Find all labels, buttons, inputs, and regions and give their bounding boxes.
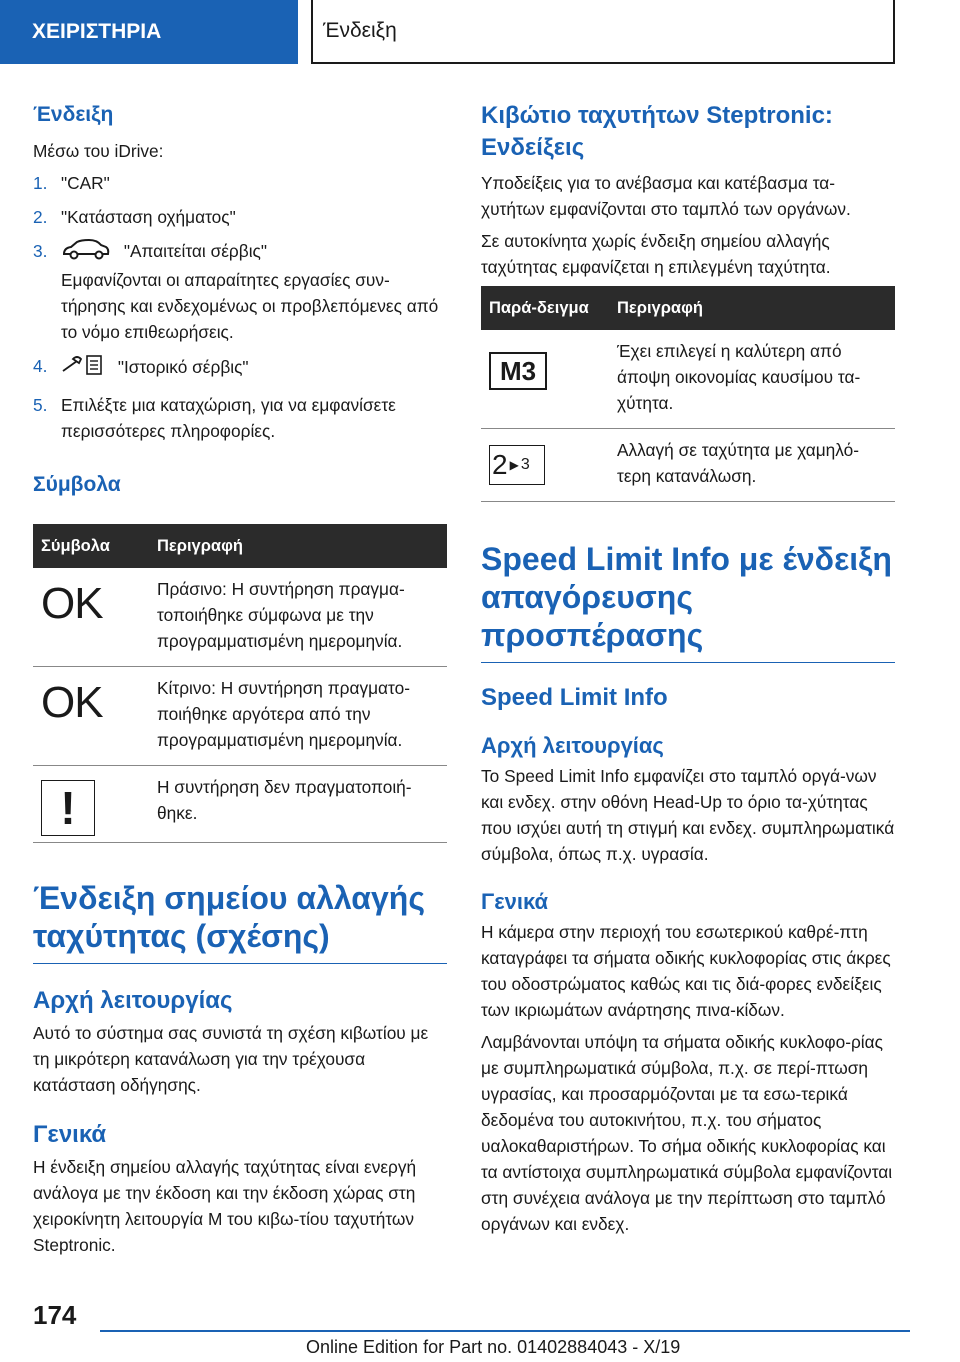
step-text: "Ιστορικό σέρβις" [117, 357, 249, 378]
table-header-symbol: Σύμβολα [33, 524, 149, 568]
step-text: "Κατάσταση οχήματος" [61, 207, 236, 227]
row-description: Πράσινο: Η συντήρηση πραγμα-τοποιήθηκε σύμφωνα με την προγραμματισμένη ημερομηνία. [149, 568, 447, 667]
step-number: 1. [33, 173, 48, 193]
table-header-description: Περιγραφή [609, 286, 895, 330]
step-item [33, 392, 447, 444]
step-text: "Απαιτείται σέρβις" [123, 241, 268, 262]
gear-to: 3 [520, 456, 530, 473]
edition-note: Online Edition for Part no. 01402884043 - X/19 [306, 1337, 681, 1357]
table-row [33, 568, 447, 667]
page-number: 174 [33, 1300, 77, 1330]
ok-green-icon: OK [41, 579, 103, 628]
exclamation-glyph: ! [60, 782, 76, 834]
step-item [33, 238, 447, 345]
left-column [33, 100, 447, 1258]
examples-table [481, 286, 895, 502]
table-row [481, 330, 895, 429]
exclamation-icon [41, 780, 95, 836]
step-subtext: Εμφανίζονται οι απαραίτητες εργασίες συν-τήρησης και ενδεχομένως οι προβλεπόμενες από το νόμο επιθεωρήσεις. [61, 270, 439, 342]
symbols-table [33, 524, 447, 843]
topic-box [311, 0, 895, 64]
step-number: 2. [33, 207, 48, 227]
step-item [33, 204, 447, 230]
car-service-icon [61, 238, 111, 267]
topic-title: Ένδειξη [323, 19, 397, 42]
step-item [33, 170, 447, 196]
steptronic-heading: Κιβώτιο ταχυτήτων Steptronic: Ενδείξεις [481, 102, 833, 161]
step-number: 5. [33, 395, 48, 415]
principle-heading: Αρχή λειτουργίας [33, 987, 233, 1014]
table-row [33, 667, 447, 766]
step-item [33, 353, 447, 384]
table-header-description: Περιγραφή [149, 524, 447, 568]
step-text: Επιλέξτε μια καταχώριση, για να εμφανίσετε περισσότερες πληροφορίες. [61, 395, 396, 441]
ok-yellow-icon: OK [41, 678, 103, 727]
step-number: 4. [33, 356, 48, 376]
right-column [481, 100, 895, 1237]
gear-shift-icon [489, 445, 545, 485]
footer-rule [100, 1330, 910, 1332]
steptronic-text-1: Υποδείξεις για το ανέβασμα και κατέβασμα τα-χυτήτων εμφανίζονται στο ταμπλό των οργάνων. [481, 173, 851, 219]
row-description: Η συντήρηση δεν πραγματοποιή-θηκε. [149, 766, 447, 843]
gear-m3-icon [489, 352, 547, 390]
general-text: Η ένδειξη σημείου αλλαγής ταχύτητας είναι ενεργή ανάλογα με την έκδοση και την έκδοση χώρας στη χειροκίνητη λειτουργία M του κιβω-τίου ταχυτήτων Steptronic. [33, 1157, 417, 1255]
gear-from: 2 [492, 449, 508, 480]
speed-limit-heading: Speed Limit Info με ένδειξη απαγόρευσης προσπέρασης [481, 540, 895, 663]
idrive-intro: Μέσω του iDrive: [33, 141, 164, 161]
principle-heading: Αρχή λειτουργίας [481, 733, 664, 758]
chapter-tab [0, 0, 298, 64]
table-row [33, 766, 447, 843]
shift-point-heading: Ένδειξη σημείου αλλαγής ταχύτητας (σχέσης) [33, 879, 447, 964]
row-description: Κίτρινο: Η συντήρηση πραγματο-ποιήθηκε αργότερα από την προγραμματισμένη ημερομηνία. [149, 667, 447, 766]
general-heading: Γενικά [481, 889, 549, 914]
symbols-heading: Σύμβολα [33, 473, 121, 496]
sli-heading: Speed Limit Info [481, 684, 668, 711]
general-heading: Γενικά [33, 1121, 107, 1148]
gear-m3-label: M3 [499, 356, 537, 386]
row-description: Αλλαγή σε ταχύτητα με χαμηλό-τερη κατανάλωση. [609, 429, 895, 502]
principle-text: Το Speed Limit Info εμφανίζει στο ταμπλό οργά-νων και ενδεχ. στην οθόνη Head-Up το όριο τα-χύτητας που ισχύει αυτή τη στιγμή και ενδεχ. συμπληρωματικά σύμβολα, όπως π.χ. υγρασία. [481, 766, 895, 864]
service-history-icon [61, 353, 105, 384]
general-text-2: Λαμβάνονται υπόψη τα σήματα οδικής κυκλοφο-ρίας με συμπληρωματικά σύμβολα, π.χ. σε περί-πτωση υγρασίας, και προσαρμόζονται με τα εσω-τερικά δεδομένα του αυτοκινήτου, π.χ. του σήματος υαλοκαθαριστήρων. Το σήμα οδικής κυκλοφορίας και τα αντίστοιχα συμπληρωματικά σύμβολα εμφανίζονται στη συνέχεια ανάλογα με την περίπτωση στο ταμπλό οργάνων και ενδεχ. [481, 1032, 893, 1234]
display-heading: Ένδειξη [33, 103, 114, 126]
step-text: "CAR" [61, 173, 110, 193]
general-text-1: Η κάμερα στην περιοχή του εσωτερικού καθρέ-πτη καταγράφει τα σήματα οδικής κυκλοφορίας στις άκρες του οδοστρώματος καθώς και τις διά-φορες ενδείξεις των ικριωμάτων ανάρτησης πινα-κίδων. [481, 922, 891, 1020]
steps-list [33, 170, 447, 444]
steptronic-text-2: Σε αυτοκίνητα χωρίς ένδειξη σημείου αλλαγής ταχύτητας εμφανίζεται η επιλεγμένη ταχύτητα. [481, 231, 831, 277]
step-number: 3. [33, 241, 48, 261]
principle-text: Αυτό το σύστημα σας συνιστά τη σχέση κιβωτίου με τη μικρότερη κατανάλωση για την τρέχουσα κατάσταση οδήγησης. [33, 1023, 429, 1095]
chapter-title: ΧΕΙΡΙΣΤΗΡΙΑ [32, 20, 162, 43]
table-header-example: Παρά-δειγμα [481, 286, 609, 330]
table-row [481, 429, 895, 502]
row-description: Έχει επιλεγεί η καλύτερη από άποψη οικονομίας καυσίμου τα-χύτητα. [609, 330, 895, 429]
up-arrow-icon: ▶ [509, 458, 519, 472]
